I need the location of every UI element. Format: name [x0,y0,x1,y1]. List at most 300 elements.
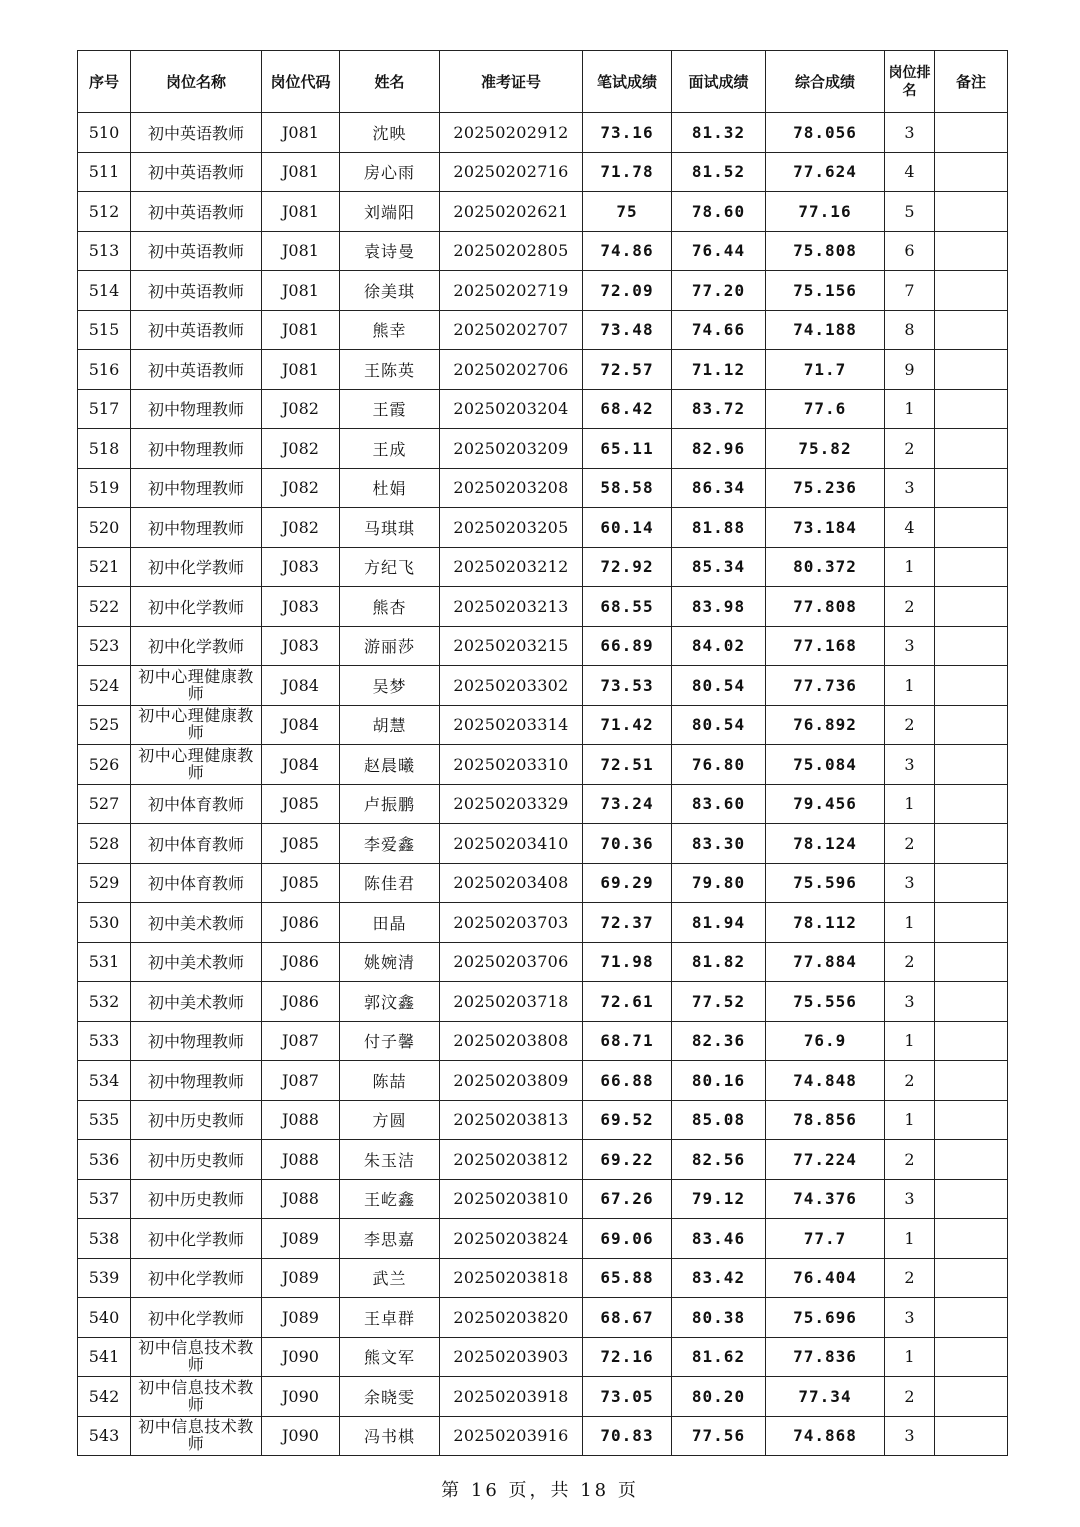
cell-code: J083 [262,547,340,587]
cell-written: 67.26 [583,1179,672,1219]
table-row [78,1258,1008,1298]
cell-name: 方纪飞 [340,547,440,587]
cell-interview: 71.12 [672,350,766,390]
cell-exam-no: 20250203818 [440,1258,583,1298]
table-row [78,192,1008,232]
cell-exam-no: 20250202912 [440,113,583,153]
cell-code: J082 [262,389,340,429]
cell-written: 60.14 [583,508,672,548]
cell-total: 75.82 [766,429,885,469]
cell-remark [935,1061,1008,1101]
cell-name: 李思嘉 [340,1219,440,1259]
cell-interview: 77.56 [672,1416,766,1456]
cell-written: 73.16 [583,113,672,153]
cell-code: J088 [262,1179,340,1219]
cell-rank: 2 [885,1061,935,1101]
cell-position: 初中英语教师 [131,350,262,390]
cell-interview: 79.12 [672,1179,766,1219]
cell-position [131,705,262,745]
cell-written: 69.52 [583,1100,672,1140]
cell-total: 73.184 [766,508,885,548]
table-row [78,626,1008,666]
cell-code: J085 [262,863,340,903]
cell-position: 初中美术教师 [131,942,262,982]
cell-exam-no: 20250203808 [440,1021,583,1061]
cell-seq: 523 [78,626,131,666]
cell-rank: 3 [885,745,935,785]
table-row [78,1061,1008,1101]
cell-remark [935,982,1008,1022]
cell-position: 初中化学教师 [131,587,262,627]
table-row [78,784,1008,824]
cell-name: 王卓群 [340,1298,440,1338]
cell-name: 李爱鑫 [340,824,440,864]
cell-exam-no: 20250203310 [440,745,583,785]
cell-remark [935,1377,1008,1417]
cell-remark [935,626,1008,666]
cell-position: 初中化学教师 [131,1298,262,1338]
cell-code: J086 [262,982,340,1022]
cell-interview: 83.60 [672,784,766,824]
cell-name: 方圆 [340,1100,440,1140]
cell-code: J081 [262,113,340,153]
cell-remark [935,113,1008,153]
cell-position: 初中英语教师 [131,192,262,232]
table-row [78,863,1008,903]
table-row [78,1416,1008,1456]
cell-position: 初中化学教师 [131,1219,262,1259]
cell-name: 沈映 [340,113,440,153]
cell-interview: 80.20 [672,1377,766,1417]
cell-total: 77.808 [766,587,885,627]
cell-name: 王屹鑫 [340,1179,440,1219]
cell-exam-no: 20250202805 [440,231,583,271]
cell-remark [935,863,1008,903]
cell-interview: 80.16 [672,1061,766,1101]
cell-total: 79.456 [766,784,885,824]
cell-code: J085 [262,824,340,864]
cell-interview: 83.42 [672,1258,766,1298]
score-table [77,50,1008,1456]
cell-position: 初中化学教师 [131,626,262,666]
cell-total: 77.224 [766,1140,885,1180]
table-row [78,982,1008,1022]
cell-interview: 81.88 [672,508,766,548]
cell-total: 76.9 [766,1021,885,1061]
cell-total: 75.556 [766,982,885,1022]
header-total: 综合成绩 [766,51,885,113]
cell-rank: 1 [885,1100,935,1140]
cell-interview: 74.66 [672,310,766,350]
cell-rank: 3 [885,1298,935,1338]
cell-remark [935,310,1008,350]
cell-written: 69.22 [583,1140,672,1180]
cell-seq: 510 [78,113,131,153]
cell-interview: 83.98 [672,587,766,627]
table-body [78,113,1008,1456]
cell-code: J084 [262,666,340,706]
cell-code: J088 [262,1140,340,1180]
cell-name: 袁诗曼 [340,231,440,271]
score-table-sheet [77,50,1007,1456]
table-header-row [78,51,1008,113]
cell-total: 75.596 [766,863,885,903]
cell-total: 76.892 [766,705,885,745]
cell-written: 72.57 [583,350,672,390]
position-label: 初中心理健康教师 [138,666,254,703]
cell-name: 吴梦 [340,666,440,706]
cell-position [131,745,262,785]
cell-interview: 76.44 [672,231,766,271]
cell-remark [935,666,1008,706]
cell-remark [935,745,1008,785]
table-row [78,1219,1008,1259]
cell-position: 初中体育教师 [131,784,262,824]
cell-written: 72.61 [583,982,672,1022]
cell-seq: 530 [78,903,131,943]
cell-written: 72.51 [583,745,672,785]
cell-exam-no: 20250203706 [440,942,583,982]
cell-written: 73.53 [583,666,672,706]
cell-name: 付子馨 [340,1021,440,1061]
cell-remark [935,231,1008,271]
page-number-footer: 第 16 页，共 18 页 [441,1480,639,1501]
cell-code: J084 [262,745,340,785]
cell-name: 赵晨曦 [340,745,440,785]
table-row [78,666,1008,706]
cell-position: 初中化学教师 [131,1258,262,1298]
cell-code: J081 [262,271,340,311]
cell-exam-no: 20250203918 [440,1377,583,1417]
cell-remark [935,192,1008,232]
cell-seq: 533 [78,1021,131,1061]
cell-total: 77.7 [766,1219,885,1259]
table-row [78,468,1008,508]
cell-rank: 1 [885,1021,935,1061]
cell-name: 游丽莎 [340,626,440,666]
cell-position [131,1337,262,1377]
cell-seq: 511 [78,152,131,192]
cell-position: 初中英语教师 [131,310,262,350]
cell-exam-no: 20250203205 [440,508,583,548]
cell-exam-no: 20250203212 [440,547,583,587]
cell-exam-no: 20250203302 [440,666,583,706]
table-row [78,429,1008,469]
cell-rank: 1 [885,1337,935,1377]
cell-seq: 542 [78,1377,131,1417]
cell-remark [935,705,1008,745]
cell-remark [935,903,1008,943]
cell-seq: 539 [78,1258,131,1298]
cell-remark [935,1298,1008,1338]
cell-rank: 3 [885,468,935,508]
cell-interview: 82.56 [672,1140,766,1180]
cell-total: 77.836 [766,1337,885,1377]
cell-written: 73.05 [583,1377,672,1417]
cell-total: 75.156 [766,271,885,311]
cell-remark [935,152,1008,192]
cell-remark [935,824,1008,864]
cell-written: 74.86 [583,231,672,271]
cell-written: 72.37 [583,903,672,943]
cell-interview: 85.08 [672,1100,766,1140]
cell-rank: 2 [885,824,935,864]
table-row [78,310,1008,350]
cell-position: 初中英语教师 [131,271,262,311]
cell-written: 70.36 [583,824,672,864]
cell-written: 66.88 [583,1061,672,1101]
cell-interview: 80.38 [672,1298,766,1338]
cell-name: 杜娟 [340,468,440,508]
cell-interview: 81.32 [672,113,766,153]
table-row [78,705,1008,745]
cell-seq: 528 [78,824,131,864]
cell-interview: 83.72 [672,389,766,429]
cell-code: J081 [262,310,340,350]
table-row [78,903,1008,943]
cell-exam-no: 20250203824 [440,1219,583,1259]
cell-name: 田晶 [340,903,440,943]
cell-exam-no: 20250203204 [440,389,583,429]
cell-seq: 535 [78,1100,131,1140]
cell-seq: 526 [78,745,131,785]
cell-total: 74.848 [766,1061,885,1101]
cell-written: 72.92 [583,547,672,587]
cell-position: 初中物理教师 [131,468,262,508]
cell-interview: 77.20 [672,271,766,311]
cell-position: 初中美术教师 [131,903,262,943]
cell-seq: 540 [78,1298,131,1338]
cell-position: 初中化学教师 [131,547,262,587]
cell-exam-no: 20250202716 [440,152,583,192]
cell-written: 69.29 [583,863,672,903]
cell-code: J090 [262,1416,340,1456]
cell-position: 初中历史教师 [131,1100,262,1140]
cell-exam-no: 20250203809 [440,1061,583,1101]
cell-seq: 531 [78,942,131,982]
cell-name: 熊文军 [340,1337,440,1377]
position-label: 初中信息技术教师 [138,1338,254,1375]
cell-exam-no: 20250202621 [440,192,583,232]
cell-seq: 527 [78,784,131,824]
table-row [78,1140,1008,1180]
cell-rank: 2 [885,587,935,627]
cell-name: 陈喆 [340,1061,440,1101]
cell-seq: 537 [78,1179,131,1219]
cell-remark [935,942,1008,982]
table-row [78,152,1008,192]
cell-code: J087 [262,1021,340,1061]
cell-code: J086 [262,942,340,982]
cell-name: 刘端阳 [340,192,440,232]
header-name: 姓名 [340,51,440,113]
cell-rank: 7 [885,271,935,311]
cell-written: 71.98 [583,942,672,982]
cell-remark [935,1100,1008,1140]
cell-name: 余晓雯 [340,1377,440,1417]
cell-name: 熊幸 [340,310,440,350]
cell-position [131,1416,262,1456]
position-label: 初中心理健康教师 [138,745,254,782]
cell-written: 65.11 [583,429,672,469]
cell-interview: 82.96 [672,429,766,469]
cell-seq: 520 [78,508,131,548]
table-row [78,231,1008,271]
cell-code: J081 [262,231,340,271]
cell-total: 75.236 [766,468,885,508]
cell-written: 71.78 [583,152,672,192]
cell-exam-no: 20250203718 [440,982,583,1022]
cell-name: 武兰 [340,1258,440,1298]
cell-seq: 517 [78,389,131,429]
cell-name: 马琪琪 [340,508,440,548]
position-label: 初中心理健康教师 [138,706,254,743]
cell-exam-no: 20250203314 [440,705,583,745]
cell-position: 初中英语教师 [131,113,262,153]
cell-written: 73.24 [583,784,672,824]
cell-remark [935,350,1008,390]
cell-rank: 4 [885,152,935,192]
cell-code: J089 [262,1298,340,1338]
cell-code: J085 [262,784,340,824]
cell-written: 66.89 [583,626,672,666]
cell-total: 77.884 [766,942,885,982]
table-row [78,389,1008,429]
cell-rank: 3 [885,1179,935,1219]
cell-rank: 1 [885,1219,935,1259]
cell-seq: 516 [78,350,131,390]
table-row [78,1021,1008,1061]
header-written: 笔试成绩 [583,51,672,113]
cell-position: 初中体育教师 [131,863,262,903]
cell-name: 王陈英 [340,350,440,390]
cell-total: 75.808 [766,231,885,271]
cell-name: 郭汶鑫 [340,982,440,1022]
table-row [78,508,1008,548]
cell-interview: 81.62 [672,1337,766,1377]
cell-remark [935,587,1008,627]
cell-interview: 80.54 [672,705,766,745]
cell-position: 初中美术教师 [131,982,262,1022]
cell-rank: 5 [885,192,935,232]
cell-remark [935,1258,1008,1298]
cell-total: 77.6 [766,389,885,429]
cell-rank: 3 [885,863,935,903]
cell-total: 78.856 [766,1100,885,1140]
table-row [78,745,1008,785]
cell-interview: 86.34 [672,468,766,508]
cell-interview: 83.30 [672,824,766,864]
cell-name: 姚婉清 [340,942,440,982]
cell-position: 初中物理教师 [131,389,262,429]
cell-total: 78.124 [766,824,885,864]
cell-seq: 532 [78,982,131,1022]
cell-total: 78.056 [766,113,885,153]
cell-exam-no: 20250202707 [440,310,583,350]
cell-seq: 512 [78,192,131,232]
cell-seq: 514 [78,271,131,311]
cell-position: 初中物理教师 [131,1021,262,1061]
cell-total: 77.16 [766,192,885,232]
cell-code: J082 [262,429,340,469]
cell-interview: 81.82 [672,942,766,982]
cell-code: J082 [262,508,340,548]
header-code: 岗位代码 [262,51,340,113]
cell-name: 王霞 [340,389,440,429]
cell-code: J083 [262,626,340,666]
cell-written: 68.67 [583,1298,672,1338]
cell-code: J084 [262,705,340,745]
cell-exam-no: 20250203903 [440,1337,583,1377]
cell-code: J082 [262,468,340,508]
header-interview: 面试成绩 [672,51,766,113]
cell-rank: 8 [885,310,935,350]
cell-seq: 518 [78,429,131,469]
cell-name: 熊杏 [340,587,440,627]
cell-total: 78.112 [766,903,885,943]
cell-written: 73.48 [583,310,672,350]
cell-position: 初中体育教师 [131,824,262,864]
cell-rank: 3 [885,626,935,666]
cell-written: 72.09 [583,271,672,311]
cell-position: 初中英语教师 [131,152,262,192]
cell-seq: 543 [78,1416,131,1456]
cell-seq: 515 [78,310,131,350]
cell-seq: 521 [78,547,131,587]
cell-written: 68.71 [583,1021,672,1061]
cell-written: 68.55 [583,587,672,627]
cell-seq: 525 [78,705,131,745]
cell-rank: 4 [885,508,935,548]
cell-written: 69.06 [583,1219,672,1259]
cell-total: 80.372 [766,547,885,587]
header-remark: 备注 [935,51,1008,113]
cell-name: 徐美琪 [340,271,440,311]
cell-remark [935,1140,1008,1180]
cell-code: J087 [262,1061,340,1101]
cell-rank: 2 [885,1258,935,1298]
cell-code: J089 [262,1258,340,1298]
table-row [78,1100,1008,1140]
cell-exam-no: 20250202706 [440,350,583,390]
cell-position: 初中物理教师 [131,1061,262,1101]
cell-written: 70.83 [583,1416,672,1456]
cell-written: 68.42 [583,389,672,429]
table-row [78,942,1008,982]
table-row [78,547,1008,587]
header-exam-no: 准考证号 [440,51,583,113]
cell-remark [935,1219,1008,1259]
cell-exam-no: 20250202719 [440,271,583,311]
cell-rank: 2 [885,429,935,469]
cell-code: J083 [262,587,340,627]
cell-name: 房心雨 [340,152,440,192]
cell-rank: 2 [885,705,935,745]
cell-name: 朱玉洁 [340,1140,440,1180]
cell-exam-no: 20250203813 [440,1100,583,1140]
cell-interview: 85.34 [672,547,766,587]
cell-written: 58.58 [583,468,672,508]
cell-total: 77.34 [766,1377,885,1417]
cell-remark [935,468,1008,508]
position-label: 初中信息技术教师 [138,1377,254,1414]
table-row [78,824,1008,864]
cell-seq: 519 [78,468,131,508]
cell-total: 74.868 [766,1416,885,1456]
cell-position: 初中物理教师 [131,508,262,548]
cell-rank: 1 [885,666,935,706]
cell-interview: 79.80 [672,863,766,903]
